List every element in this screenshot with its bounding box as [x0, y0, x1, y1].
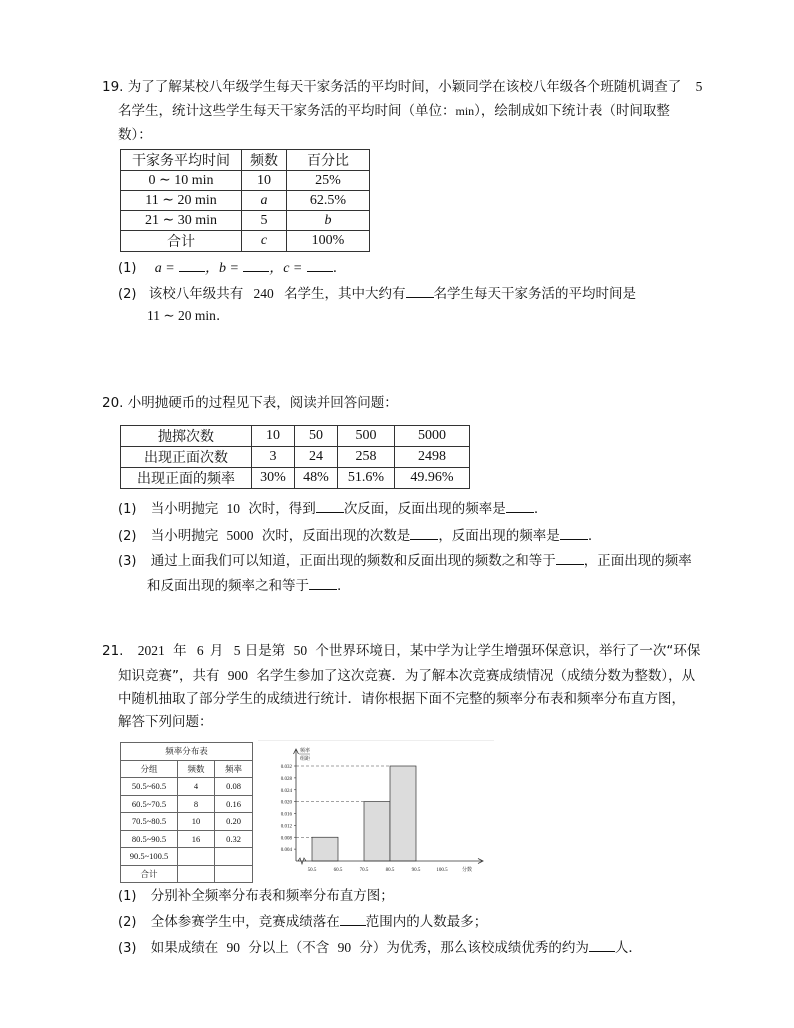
frequency-table [120, 742, 253, 883]
q19-part1: (1) a = ，b = ，c = . [118, 257, 337, 279]
table-row: 频率分布表 [121, 743, 253, 761]
y-tick-label: 0.016 [280, 812, 292, 818]
q20-part2: (2) 当小明抛完 5000 次时，反面出现的次数是 ，反面出现的频率是 . [118, 525, 592, 547]
y-tick-label: 0.032 [280, 765, 292, 770]
q21-line1: 21. 2021 年 6 月 5 日是第 50 个世界环境日，某中学为让学生增强环保意识，举行了一次“环保 [102, 643, 701, 659]
y-axis-label-bottom: 组距 [300, 757, 311, 762]
answer-cell[interactable] [215, 865, 253, 883]
table-row: 60.5~70.5 8 0.16 [121, 795, 253, 813]
table-row: 11 ∼ 20 min a 62.5% [121, 191, 370, 211]
q21-line3: 中随机抽取了部分学生的成绩进行统计．请你根据下面不完整的频率分布表和频率分布直方图， [118, 691, 685, 707]
answer-blank[interactable] [406, 283, 434, 298]
table-row: 出现正面次数 3 24 258 2498 [121, 447, 470, 468]
y-tick-label: 0.012 [280, 824, 292, 830]
answer-blank[interactable] [243, 257, 269, 272]
table-row: 合计 c 100% [121, 231, 370, 252]
y-tick-label: 0.020 [280, 800, 292, 806]
table-row: 80.5~90.5 16 0.32 [121, 830, 253, 848]
answer-blank[interactable] [307, 257, 333, 272]
x-tick-label: 50.5 [307, 868, 317, 873]
x-tick-label: 100.5 [436, 868, 448, 873]
q20-intro: 20. 小明抛硬币的过程见下表，阅读并回答问题： [102, 395, 398, 411]
answer-blank[interactable] [589, 937, 615, 952]
answer-blank[interactable] [340, 911, 366, 926]
y-tick-label: 0.004 [280, 848, 292, 854]
q19-part2: (2) 该校八年级共有 240 名学生，其中大约有 名学生每天干家务活的平均时间是 [118, 283, 636, 305]
y-tick-label: 0.008 [280, 836, 292, 842]
q20-table [120, 425, 470, 489]
histogram-bar [364, 802, 390, 861]
table-row: 90.5~100.5 [121, 848, 253, 866]
table-row: 抛掷次数 10 50 500 5000 [121, 426, 470, 447]
histogram-bar [312, 837, 338, 861]
answer-cell[interactable] [215, 848, 253, 866]
table-row: 干家务平均时间 频数 百分比 [121, 150, 370, 171]
table-row: 分组 频数 频率 [121, 760, 253, 778]
q21-line2: 知识竞赛”，共有 900 名学生参加了这次竞赛．为了解本次竞赛成绩情况（成绩分数为整数），从 [118, 668, 696, 684]
q19-part2-cont: 11 ∼ 20 min. [147, 308, 221, 324]
y-tick-label: 0.024 [280, 788, 292, 794]
table-row: 合计 [121, 865, 253, 883]
answer-blank[interactable] [309, 575, 337, 590]
x-tick-label: 70.5 [359, 868, 369, 873]
q21-line4: 解答下列问题： [118, 714, 213, 730]
histogram-bar [390, 766, 416, 861]
x-tick-label: 80.5 [385, 868, 395, 873]
answer-cell[interactable] [178, 865, 215, 883]
answer-blank[interactable] [410, 525, 438, 540]
q19-line3: 数）： [118, 127, 152, 143]
table-row: 出现正面的频率 30% 48% 51.6% 49.96% [121, 468, 470, 489]
q19-table [120, 149, 370, 252]
q19-line1: 19. 为了了解某校八年级学生每天干家务活的平均时间，小颖同学在该校八年级各个班随机调查了 5 [102, 79, 703, 95]
q21-part3: (3) 如果成绩在 90 分以上（不含 90 分）为优秀，那么该校成绩优秀的约为 人． [118, 937, 642, 959]
answer-blank[interactable] [179, 257, 205, 272]
q19-line2: 名学生，统计这些学生每天干家务活的平均时间（单位：min），绘制成如下统计表（时间取整 [118, 103, 670, 119]
table-row: 0 ∼ 10 min 10 25% [121, 171, 370, 191]
y-tick-label: 0.028 [280, 776, 292, 782]
answer-blank[interactable] [506, 498, 534, 513]
x-axis-label: 分数 [462, 868, 473, 873]
answer-cell[interactable] [178, 848, 215, 866]
y-axis-label-top: 频率 [300, 749, 311, 754]
answer-blank[interactable] [316, 498, 344, 513]
frequency-histogram[interactable] [258, 740, 494, 878]
table-row: 21 ∼ 30 min 5 b [121, 211, 370, 231]
q20-part3: (3) 通过上面我们可以知道，正面出现的频数和反面出现的频数之和等于 ，正面出现的频率 [118, 550, 692, 572]
q20-part1: (1) 当小明抛完 10 次时，得到 次反面，反面出现的频率是 . [118, 498, 538, 520]
answer-blank[interactable] [560, 525, 588, 540]
table-row: 70.5~80.5 10 0.20 [121, 813, 253, 831]
q21-part2: (2) 全体参赛学生中，竞赛成绩落在 范围内的人数最多； [118, 911, 487, 933]
q21-part1: (1) 分别补全频率分布表和频率分布直方图； [118, 888, 394, 904]
table-row: 50.5~60.5 4 0.08 [121, 778, 253, 796]
x-tick-label: 60.5 [333, 868, 343, 873]
x-tick-label: 90.5 [411, 868, 421, 873]
q20-part3-cont: 和反面出现的频率之和等于 . [147, 575, 341, 596]
answer-blank[interactable] [556, 550, 584, 565]
